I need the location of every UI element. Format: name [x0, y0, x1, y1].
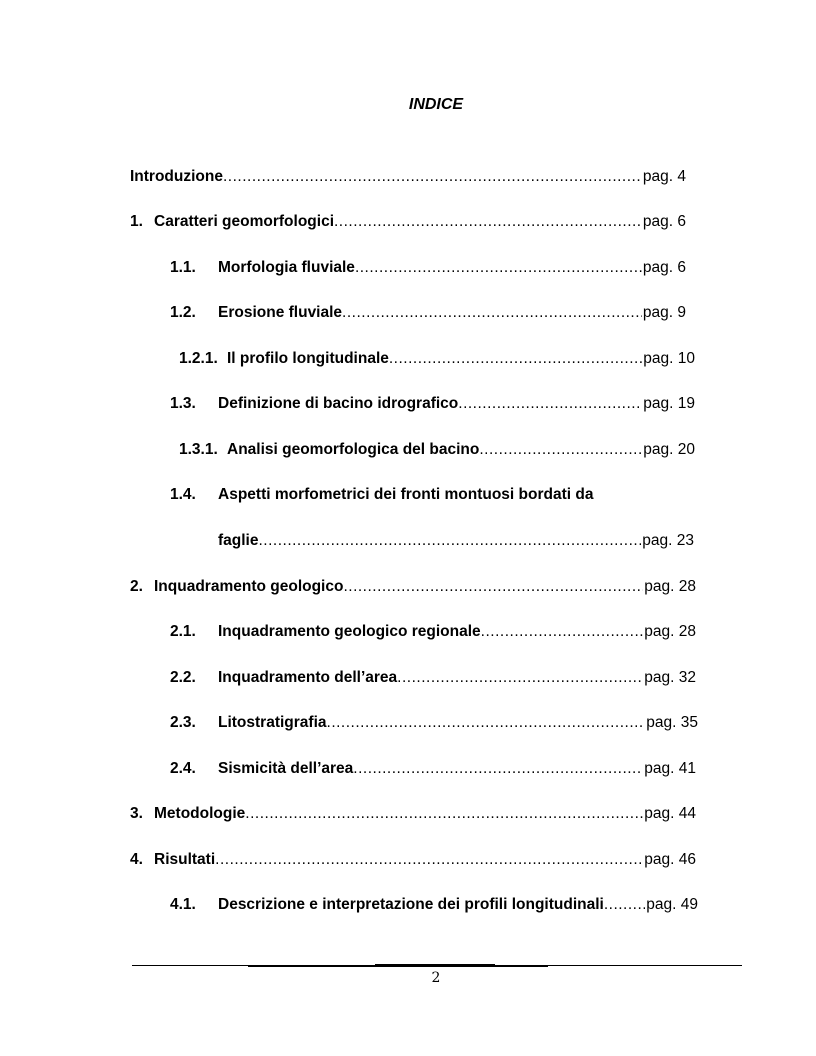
toc-label: Descrizione e interpretazione dei profili longitudinali	[218, 896, 604, 913]
toc-leader-dots	[342, 304, 642, 322]
toc-page: pag. 35	[646, 714, 698, 731]
toc-entry-4[interactable]	[130, 847, 696, 869]
toc-entry-1-3-1[interactable]	[179, 437, 695, 459]
toc-page: pag. 9	[642, 304, 686, 321]
toc-leader-dots	[327, 714, 646, 732]
toc-leader-dots	[258, 532, 641, 550]
toc-label-continued: faglie	[218, 532, 259, 549]
toc-leader-dots	[481, 623, 644, 641]
toc-entry-2-2[interactable]	[170, 665, 696, 687]
toc-entry-1-2[interactable]	[170, 300, 686, 322]
toc-number: 3.	[130, 805, 143, 822]
toc-number: 1.3.	[170, 395, 196, 412]
toc-entry-1[interactable]	[130, 209, 686, 231]
toc-label: Analisi geomorfologica del bacino	[227, 441, 480, 458]
toc-number: 2.	[130, 578, 143, 595]
toc-label: Aspetti morfometrici dei fronti montuosi bordati da	[218, 486, 594, 503]
page-number: 2	[431, 970, 441, 986]
toc-page: pag. 28	[644, 578, 696, 595]
toc-page: pag. 28	[644, 623, 696, 640]
toc-page: pag. 23	[642, 532, 694, 549]
toc-page: pag. 20	[643, 441, 695, 458]
toc-leader-dots	[245, 805, 643, 823]
toc-number: 1.2.	[170, 304, 196, 321]
toc-leader-dots	[343, 578, 643, 596]
toc-page: pag. 19	[643, 395, 695, 412]
toc-entry-2-1[interactable]	[170, 619, 696, 641]
toc-leader-dots	[353, 760, 643, 778]
toc-entry-4-1[interactable]	[170, 892, 698, 914]
toc-number: 1.2.1.	[179, 350, 218, 367]
toc-label: Inquadramento dell’area	[218, 669, 398, 686]
toc-entry-1-3[interactable]	[170, 391, 695, 413]
toc-entry-1-4-cont[interactable]	[218, 528, 694, 550]
toc-number: 2.1.	[170, 623, 196, 640]
toc-number: 1.3.1.	[179, 441, 218, 458]
toc-entry-2-3[interactable]	[170, 710, 698, 732]
toc-number: 1.1.	[170, 259, 196, 276]
toc-label: Sismicità dell’area	[218, 760, 354, 777]
toc-page: pag. 6	[642, 213, 686, 230]
toc-page: pag. 44	[644, 805, 696, 822]
toc-entry-2[interactable]	[130, 574, 696, 596]
toc-entry-2-4[interactable]	[170, 756, 696, 778]
toc-label: Risultati	[154, 851, 216, 868]
toc-label: Metodologie	[154, 805, 246, 822]
toc-label: Inquadramento geologico	[154, 578, 344, 595]
toc-page: pag. 4	[642, 168, 686, 185]
toc-leader-dots	[355, 259, 642, 277]
toc-page: pag. 46	[644, 851, 696, 868]
toc-number: 1.4.	[170, 486, 196, 503]
toc-number: 4.	[130, 851, 143, 868]
toc-page: pag. 10	[643, 350, 695, 367]
toc-leader-dots	[223, 168, 642, 186]
toc-entry-1-2-1[interactable]	[179, 346, 695, 368]
toc-entry-1-4[interactable]	[170, 482, 686, 504]
toc-page: pag. 32	[644, 669, 696, 686]
toc-entry-3[interactable]	[130, 801, 696, 823]
toc-entry-introduzione[interactable]	[130, 164, 686, 186]
toc-leader-dots	[458, 395, 642, 413]
toc-leader-dots	[215, 851, 643, 869]
toc-leader-dots	[389, 350, 642, 368]
toc-label: Caratteri geomorfologici	[154, 213, 334, 230]
toc-label: Il profilo longitudinale	[227, 350, 389, 367]
toc-label: Inquadramento geologico regionale	[218, 623, 481, 640]
toc-number: 1.	[130, 213, 143, 230]
toc-leader-dots	[604, 896, 645, 914]
toc-number: 4.1.	[170, 896, 196, 913]
toc-number: 2.2.	[170, 669, 196, 686]
toc-label: Introduzione	[130, 168, 223, 185]
toc-label: Litostratigrafia	[218, 714, 327, 731]
toc-number: 2.3.	[170, 714, 196, 731]
footer-rule-center	[375, 964, 495, 967]
toc-label: Morfologia fluviale	[218, 259, 355, 276]
toc-page: pag. 6	[642, 259, 686, 276]
toc-leader-dots	[397, 669, 643, 687]
toc-entry-1-1[interactable]	[170, 255, 686, 277]
toc-page: pag. 49	[646, 896, 698, 913]
toc-number: 2.4.	[170, 760, 196, 777]
toc-leader-dots	[334, 213, 642, 231]
index-title: INDICE	[408, 96, 464, 113]
toc-label: Erosione fluviale	[218, 304, 343, 321]
toc-leader-dots	[479, 441, 642, 459]
toc-page: pag. 41	[644, 760, 696, 777]
toc-label: Definizione di bacino idrografico	[218, 395, 459, 412]
